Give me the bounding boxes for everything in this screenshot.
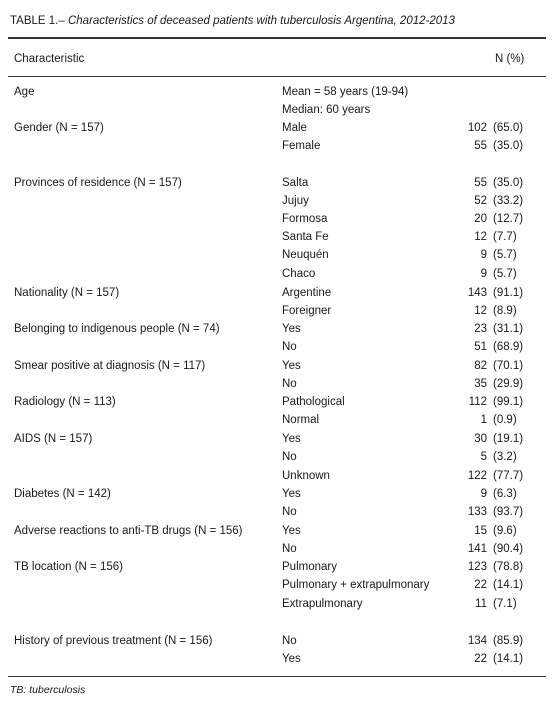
row-category: Yes (282, 525, 301, 537)
row-count: 12 (474, 305, 487, 317)
row-percent: (8.9) (493, 305, 517, 317)
table-row (0, 192, 557, 210)
row-count: 12 (474, 231, 487, 243)
table-row (0, 540, 557, 558)
row-percent: (12.7) (493, 213, 524, 225)
row-count: 55 (474, 140, 487, 152)
top-rule (8, 37, 546, 39)
table-row (0, 558, 557, 576)
row-percent: (35.0) (493, 177, 524, 189)
row-characteristic: AIDS (N = 157) (14, 433, 93, 445)
table-row (0, 503, 557, 521)
table-row (0, 632, 557, 650)
row-count: 35 (474, 378, 487, 390)
table-row (0, 411, 557, 429)
row-category: Argentine (282, 287, 332, 299)
row-percent: (31.1) (493, 323, 524, 335)
row-category: Yes (282, 488, 301, 500)
row-percent: (0.9) (493, 414, 517, 426)
table-row (0, 119, 557, 137)
row-category: Male (282, 122, 307, 134)
row-percent: (5.7) (493, 249, 517, 261)
row-count: 15 (474, 525, 487, 537)
table-row (0, 576, 557, 594)
table-row (0, 265, 557, 283)
row-count: 22 (474, 653, 487, 665)
header-characteristic: Characteristic (14, 53, 85, 65)
table-footnote: TB: tuberculosis (10, 684, 86, 696)
row-count: 9 (480, 249, 487, 261)
row-characteristic: Age (14, 86, 35, 98)
row-category: Neuquén (282, 249, 329, 261)
row-characteristic: Adverse reactions to anti-TB drugs (N = 156) (14, 525, 243, 537)
row-category: Yes (282, 653, 301, 665)
table-row (0, 393, 557, 411)
row-category: Unknown (282, 470, 330, 482)
row-category: Extrapulmonary (282, 598, 363, 610)
row-count: 23 (474, 323, 487, 335)
row-category: Santa Fe (282, 231, 329, 243)
row-count: 9 (480, 488, 487, 500)
table-row (0, 284, 557, 302)
row-category: Mean = 58 years (19-94) (282, 86, 409, 98)
row-category: Chaco (282, 268, 316, 280)
table-row (0, 595, 557, 613)
row-category: Formosa (282, 213, 328, 225)
header-rule (8, 76, 546, 77)
row-percent: (90.4) (493, 543, 524, 555)
row-percent: (70.1) (493, 360, 524, 372)
row-category: Foreigner (282, 305, 332, 317)
row-characteristic: Smear positive at diagnosis (N = 117) (14, 360, 206, 372)
row-category: Jujuy (282, 195, 309, 207)
table-row (0, 338, 557, 356)
row-characteristic: History of previous treatment (N = 156) (14, 635, 213, 647)
table-title: Characteristics of deceased patients with tuberculosis Argentina, 2012-2013 (67, 15, 455, 27)
table-row (0, 357, 557, 375)
row-category: Yes (282, 360, 301, 372)
row-percent: (99.1) (493, 396, 524, 408)
table-row (0, 650, 557, 668)
row-count: 11 (475, 598, 487, 610)
row-percent: (14.1) (493, 653, 524, 665)
row-count: 9 (480, 268, 487, 280)
row-category: No (282, 506, 297, 518)
table-row (0, 83, 557, 101)
row-count: 141 (467, 543, 487, 555)
table-caption (10, 15, 455, 27)
table-row (0, 174, 557, 192)
row-category: Normal (282, 414, 320, 426)
row-count: 1 (480, 414, 487, 426)
table-row (0, 522, 557, 540)
row-percent: (85.9) (493, 635, 524, 647)
row-count: 20 (474, 213, 487, 225)
row-count: 55 (474, 177, 487, 189)
row-count: 52 (474, 195, 487, 207)
row-category: No (282, 635, 297, 647)
row-percent: (91.1) (493, 287, 524, 299)
table-row (0, 210, 557, 228)
table-row (0, 375, 557, 393)
row-characteristic: Belonging to indigenous people (N = 74) (14, 323, 220, 335)
header-n-percent: N (%) (495, 53, 525, 65)
table-row (0, 430, 557, 448)
row-percent: (7.1) (493, 598, 517, 610)
row-characteristic: Radiology (N = 113) (14, 396, 116, 408)
row-count: 102 (467, 122, 487, 134)
row-characteristic: Gender (N = 157) (14, 122, 104, 134)
row-count: 134 (467, 635, 487, 647)
table-row (0, 320, 557, 338)
row-percent: (14.1) (493, 579, 524, 591)
table-row (0, 302, 557, 320)
row-percent: (9.6) (493, 525, 517, 537)
row-percent: (7.7) (493, 231, 517, 243)
row-characteristic: Provinces of residence (N = 157) (14, 177, 182, 189)
row-category: Median: 60 years (282, 104, 371, 116)
row-category: No (282, 543, 297, 555)
row-percent: (68.9) (493, 341, 524, 353)
row-percent: (3.2) (493, 451, 517, 463)
table-row (0, 228, 557, 246)
row-percent: (78.8) (493, 561, 524, 573)
row-percent: (19.1) (493, 433, 524, 445)
row-percent: (29.9) (493, 378, 524, 390)
row-count: 112 (468, 396, 487, 408)
row-count: 123 (467, 561, 487, 573)
row-count: 22 (474, 579, 487, 591)
row-count: 51 (474, 341, 487, 353)
row-characteristic: TB location (N = 156) (14, 561, 123, 573)
row-percent: (93.7) (493, 506, 524, 518)
row-count: 143 (467, 287, 487, 299)
row-category: No (282, 341, 297, 353)
table-row (0, 101, 557, 119)
row-percent: (6.3) (493, 488, 517, 500)
row-percent: (65.0) (493, 122, 524, 134)
row-category: Pulmonary + extrapulmonary (282, 579, 430, 591)
table-row (0, 137, 557, 155)
row-percent: (35.0) (493, 140, 524, 152)
table-row (0, 467, 557, 485)
table-row (0, 485, 557, 503)
row-category: No (282, 378, 297, 390)
row-category: Salta (282, 177, 309, 189)
row-percent: (77.7) (493, 470, 524, 482)
row-category: Yes (282, 433, 301, 445)
row-count: 5 (480, 451, 487, 463)
table-row (0, 448, 557, 466)
row-count: 133 (467, 506, 487, 518)
bottom-rule (8, 676, 546, 677)
row-category: Female (282, 140, 321, 152)
row-count: 122 (467, 470, 487, 482)
row-category: Pulmonary (282, 561, 337, 573)
row-characteristic: Diabetes (N = 142) (14, 488, 111, 500)
row-category: No (282, 451, 297, 463)
row-characteristic: Nationality (N = 157) (14, 287, 120, 299)
row-category: Yes (282, 323, 301, 335)
row-category: Pathological (282, 396, 345, 408)
row-count: 82 (474, 360, 487, 372)
table-label: TABLE 1.– (10, 15, 68, 27)
row-count: 30 (474, 433, 487, 445)
table-row (0, 246, 557, 264)
row-percent: (33.2) (493, 195, 524, 207)
row-percent: (5.7) (493, 268, 517, 280)
